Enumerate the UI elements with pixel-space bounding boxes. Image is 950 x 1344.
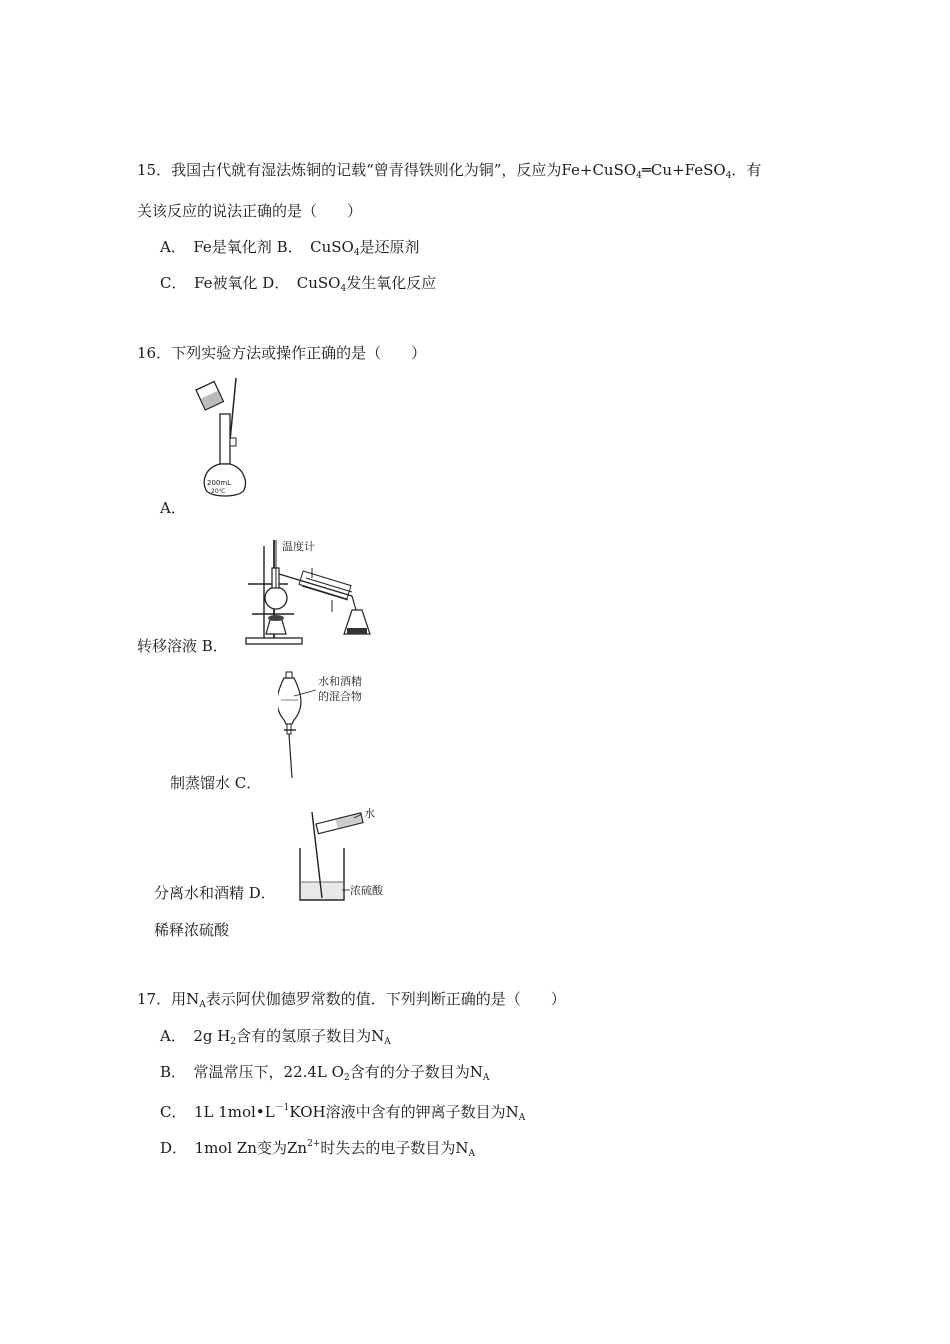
funnel-label-line2: 的混合物 [318,690,362,703]
q17-option-a: A． 2g $H_2$含有的氢原子数目为$N_A$ [160,1027,391,1047]
q16-caption-c-label-d: 分离水和酒精 D． [154,884,276,902]
flask-volume-text: 200mL [207,479,232,487]
funnel-label-line1: 水和酒精 [318,675,362,688]
flask-temp-text: 20℃ [211,488,226,495]
figure-separatory-funnel [278,670,388,780]
q16-label-a: A． [160,499,186,517]
q17-option-c: C． 1L $1mol•L^{-1}KOH$溶液中含有的钾离子数目为$N_A$ [160,1103,526,1123]
q17-option-b: B． 常温常压下，22.4L $O_2$含有的分子数目为$N_A$ [160,1063,490,1083]
q15-options-ab: A． Fe是氧化剂 B． CuSO$_4$是还原剂 [160,238,420,258]
q15-options-cd: C． Fe被氧化 D． CuSO$_4$发生氧化反应 [160,274,437,294]
q16-caption-b-label-c: 制蒸馏水 C． [170,774,262,792]
q16-stem: 16．下列实验方法或操作正确的是（ ） [137,344,427,362]
figure-dilute-sulfuric-acid [294,806,394,902]
figure-volumetric-flask-transfer [192,376,252,504]
water-label: 水 [364,807,375,820]
q16-caption-d: 稀释浓硫酸 [154,921,230,939]
q15-stem-line1: 15．我国古代就有湿法炼铜的记载“曾青得铁则化为铜”，反应为Fe+CuSO$_4$═Cu+FeSO$_4$．有 [137,161,762,181]
acid-label: 浓硫酸 [350,884,383,897]
figure-distillation-apparatus [244,538,384,648]
thermometer-label: 温度计 [282,540,315,553]
q17-stem: 17．用$N_A$表示阿伏伽德罗常数的值．下列判断正确的是（ ） [137,990,566,1010]
q15-stem-line2: 关该反应的说法正确的是（ ） [137,202,363,220]
q16-caption-a-label-b: 转移溶液 B． [137,637,228,655]
q17-option-d: D． 1mol Zn变为$Zn^{2+}$时失去的电子数目为$N_A$ [160,1139,475,1159]
